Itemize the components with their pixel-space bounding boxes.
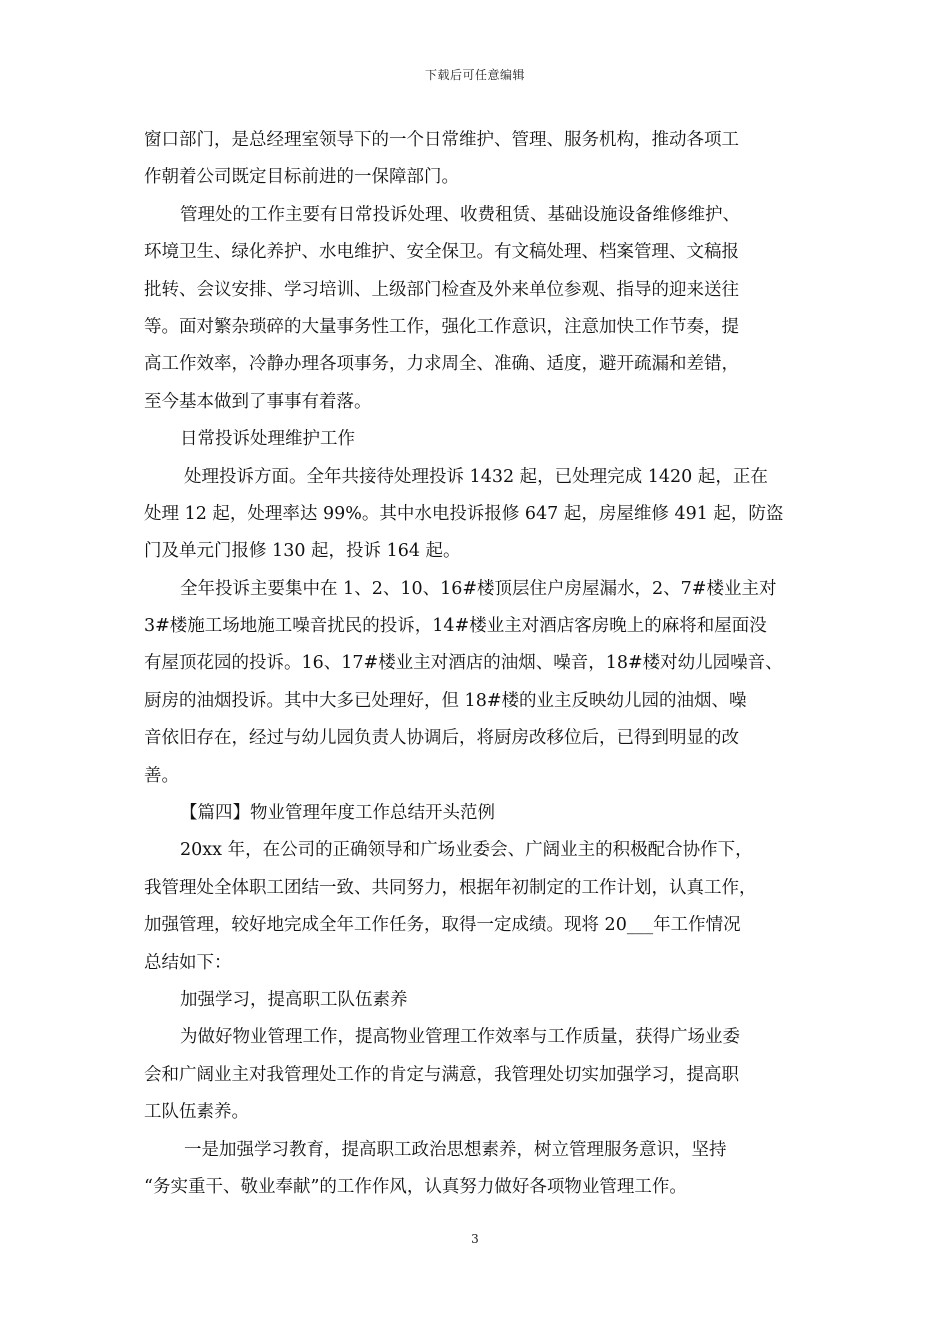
text-line: 音依旧存在，经过与幼儿园负责人协调后，将厨房改移位后，已得到明显的改	[144, 728, 739, 749]
section-heading: 日常投诉处理维护工作	[180, 429, 355, 450]
text-line: 加强管理，较好地完成全年工作任务，取得一定成绩。现将 20___年工作情况	[144, 915, 741, 936]
text-line: 有屋顶花园的投诉。16、17#楼业主对酒店的油烟、噪音，18#楼对幼儿园噪音、	[144, 653, 783, 674]
text-line: 批转、会议安排、学习培训、上级部门检查及外来单位参观、指导的迎来送往	[144, 279, 739, 300]
text-line: 高工作效率，冷静办理各项事务，力求周全、准确、适度，避开疏漏和差错，	[144, 354, 739, 375]
text-line: 总结如下：	[144, 952, 232, 973]
page-header: 下载后可任意编辑	[424, 68, 525, 82]
text-line: 环境卫生、绿化养护、水电维护、安全保卫。有文稿处理、档案管理、文稿报	[144, 242, 739, 263]
text-line: 善。	[144, 765, 179, 786]
text-line: 处理 12 起，处理率达 99%。其中水电投诉报修 647 起，房屋维修 491 起，防盗	[144, 503, 784, 524]
text-line: 全年投诉主要集中在 1、2、10、16#楼顶层住户房屋漏水，2、7#楼业主对	[180, 578, 777, 599]
page-number: 3	[471, 1232, 479, 1246]
section-heading: 【篇四】物业管理年度工作总结开头范例	[180, 803, 495, 824]
text-line: 处理投诉方面。全年共接待处理投诉 1432 起，已处理完成 1420 起，正在	[184, 466, 768, 487]
text-line: “务实重干、敬业奉献”的工作作风，认真努力做好各项物业管理工作。	[144, 1176, 687, 1197]
text-line: 窗口部门，是总经理室领导下的一个日常维护、管理、服务机构，推动各项工	[144, 130, 739, 150]
text-line: 会和广阔业主对我管理处工作的肯定与满意，我管理处切实加强学习，提高职	[144, 1064, 739, 1085]
text-line: 为做好物业管理工作，提高物业管理工作效率与工作质量，获得广场业委	[180, 1027, 740, 1048]
text-line: 作朝着公司既定目标前进的一保障部门。	[144, 167, 459, 188]
text-line: 20xx 年，在公司的正确领导和广场业委会、广阔业主的积极配合协作下，	[180, 840, 753, 861]
text-line: 厨房的油烟投诉。其中大多已处理好，但 18#楼的业主反映幼儿园的油烟、噪	[144, 690, 747, 711]
document-body	[144, 122, 822, 1206]
text-line: 至今基本做到了事事有着落。	[144, 391, 372, 412]
text-line: 工队伍素养。	[144, 1102, 249, 1123]
text-line: 门及单元门报修 130 起，投诉 164 起。	[144, 541, 461, 562]
text-line: 管理处的工作主要有日常投诉处理、收费租赁、基础设施设备维修维护、	[180, 204, 740, 225]
text-line: 我管理处全体职工团结一致、共同努力，根据年初制定的工作计划，认真工作，	[144, 877, 757, 898]
section-heading: 加强学习，提高职工队伍素养	[180, 989, 408, 1010]
text-line: 一是加强学习教育，提高职工政治思想素养，树立管理服务意识，坚持	[184, 1139, 727, 1160]
text-line: 等。面对繁杂琐碎的大量事务性工作，强化工作意识，注意加快工作节奏，提	[144, 316, 739, 337]
text-line: 3#楼施工场地施工噪音扰民的投诉，14#楼业主对酒店客房晚上的麻将和屋面没	[144, 616, 767, 637]
